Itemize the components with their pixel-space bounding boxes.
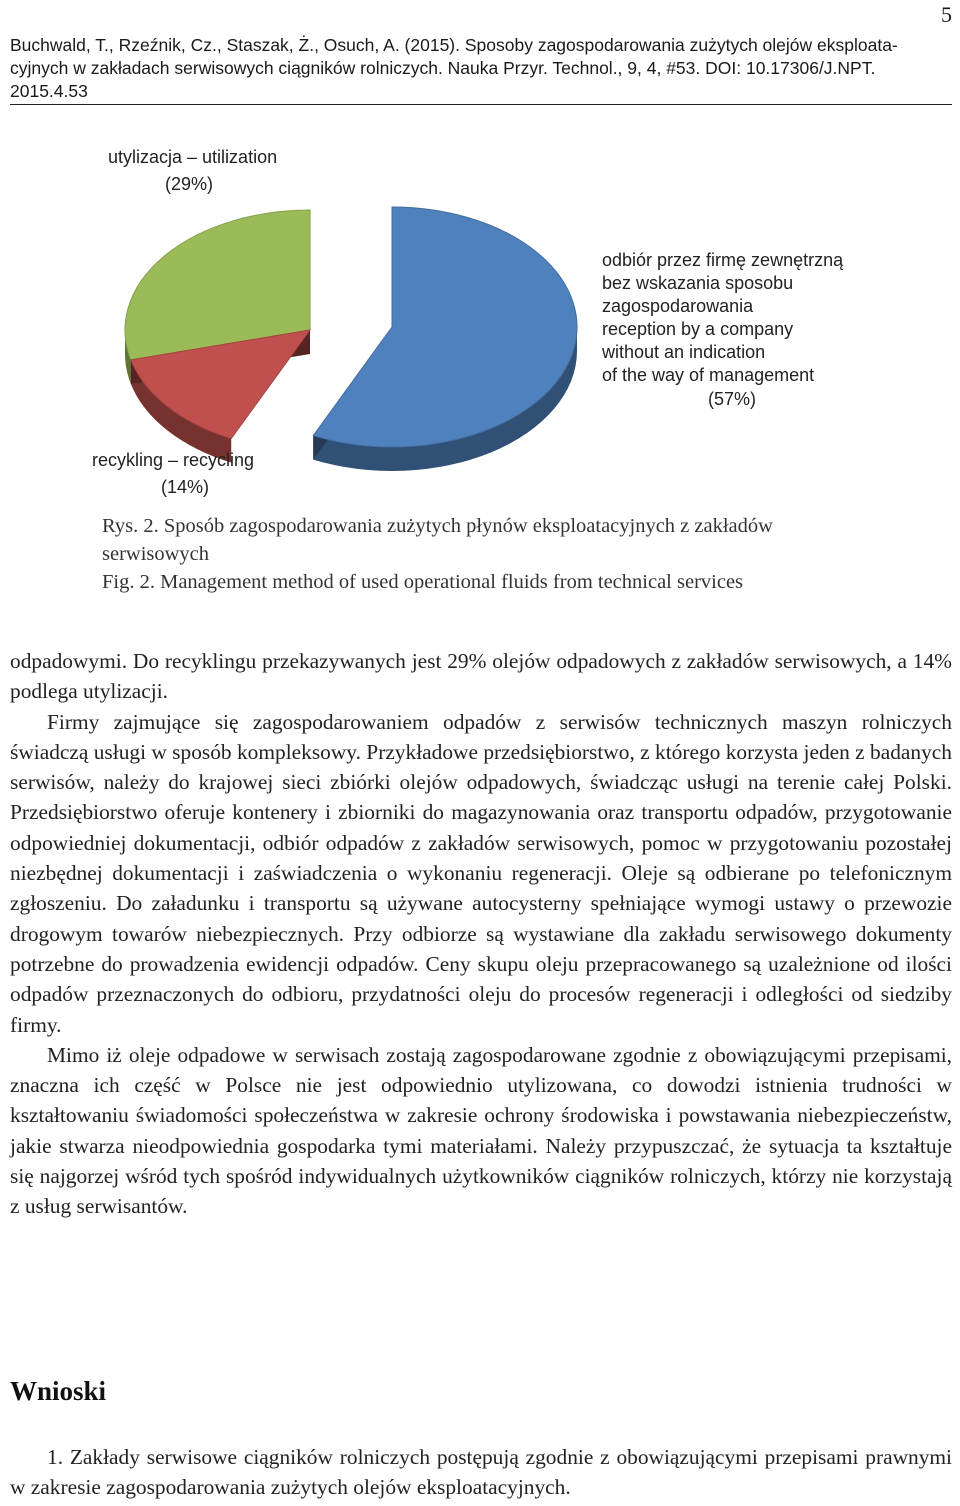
caption-en: Fig. 2. Management method of used operational fluids from technical services	[102, 571, 744, 593]
page-number: 5	[941, 2, 952, 27]
caption-pl: Rys. 2. Sposób zagospodarowania zużytych płynów eksploatacyjnych z zakładów serwisowych	[102, 515, 773, 565]
section-title: Wnioski	[10, 1376, 107, 1406]
label-reception-line-5: without an indication	[602, 342, 766, 362]
citation-header: Buchwald, T., Rzeźnik, Cz., Staszak, Ż., Osuch, A. (2015). Sposoby zagospodarowania zużytych olejów eksploata-cyjnych w zakładach serwisowych ciągników rolniczych. Nauka Przyr. Technol., 9, 4, #53. DOI: 10.17306/J.NPT. 2015.4.53	[10, 34, 952, 105]
label-recycling-pct: (14%)	[161, 477, 210, 497]
body-text	[10, 646, 952, 1222]
figure-caption	[102, 512, 862, 596]
label-reception-line-4: reception by a company	[602, 319, 794, 339]
paragraph-1: odpadowymi. Do recyklingu przekazywanych jest 29% olejów odpadowych z zakładów serwisowych, a 14% podlega utylizacji.	[10, 649, 952, 704]
conclusions-list	[10, 1442, 952, 1503]
label-reception-line-1: odbiór przez firmę zewnętrzną	[602, 250, 844, 270]
label-reception-line-6: of the way of management	[602, 365, 815, 385]
paragraph-2: Firmy zajmujące się zagospodarowaniem odpadów z serwisów technicznych maszyn rolniczych świadczą usługi w sposób kompleksowy. Przykładowe przedsiębiorstwo, z którego korzysta jeden z badanych serwisów, należy do krajowej sieci zbiórki olejów odpadowych, świadcząc usługi na terenie całej Polski. Przedsiębiorstwo oferuje kontenery i zbiorniki do magazynowania oraz transportu odpadów, przygotowanie odpowiedniej dokumentacji, odbiór odpadów z zakładów serwisowych, pomoc w przygotowaniu pozostałej niezbędnej dokumentacji i zaświadczenia o wykonaniu regeneracji. Oleje są odbierane po telefonicznym zgłoszeniu. Do załadunku i transportu są używane autocysterny spełniające wymogi ustawy o przewozie drogowym towarów niebezpiecznych. Przy odbiorze są wystawiane dla zakładu serwisowego dokumenty potrzebne do prowadzenia ewidencji odpadów. Ceny skupu oleju przepracowanego są uzależnione od ilości odpadów przeznaczonych do odbioru, przydatności oleju do procesów regeneracji i odległości od siedziby firmy.	[10, 709, 952, 1037]
label-utilization: utylizacja – utilization	[108, 147, 278, 167]
label-reception-line-2: bez wskazania sposobu	[602, 273, 794, 293]
pie-chart	[0, 130, 960, 510]
label-utilization-pct: (29%)	[165, 174, 214, 194]
label-recycling: recykling – recycling	[92, 450, 255, 470]
label-reception-line-3: zagospodarowania	[602, 296, 754, 316]
pie-slice-3	[313, 207, 577, 471]
label-reception-pct: (57%)	[708, 389, 757, 409]
paragraph-3: Mimo iż oleje odpadowe w serwisach zostają zagospodarowane zgodnie z obowiązującymi przepisami, znaczna ich część w Polsce nie jest odpowiednio utylizowana, co dowodzi istnienia trudności w kształtowaniu świadomości społeczeństwa w zakresie ochrony środowiska i powstawania niebezpieczeństw, jakie stwarza nieodpowiednia gospodarka tymi materiałami. Należy przypuszczać, że sytuacja ta kształtuje się najgorzej wśród tych spośród indywidualnych użytkowników ciągników rolniczych, którzy nie korzystają z usług serwisantów.	[10, 1042, 952, 1219]
conclusion-item-1: 1. Zakłady serwisowe ciągników rolniczych postępują zgodnie z obowiązującymi przepisami prawnymi w zakresie zagospodarowania zużytych olejów eksploatacyjnych.	[10, 1445, 952, 1500]
